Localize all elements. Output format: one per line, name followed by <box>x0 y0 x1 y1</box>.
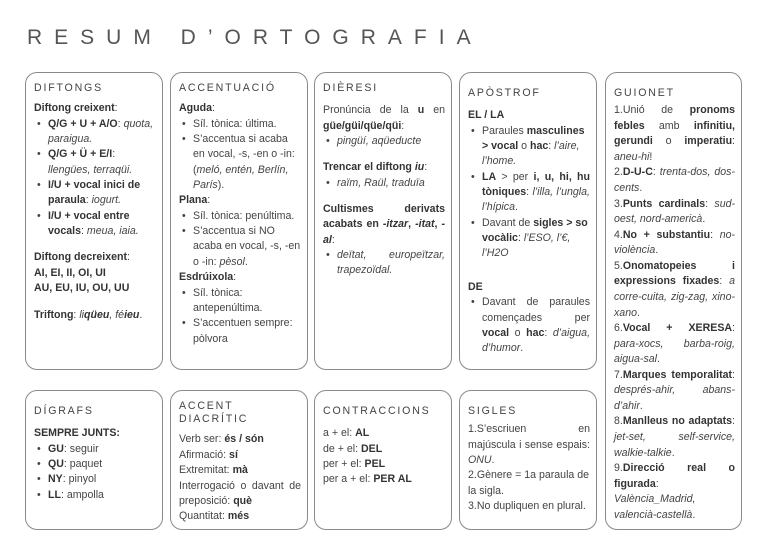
contraccio-row: per + el: PEL <box>323 457 386 470</box>
digrafs-card <box>25 390 163 530</box>
accent-diacritic-heading: ACCENT DIACRÍTIC <box>179 400 249 426</box>
dieresi-heading: DIÈRESI <box>323 82 378 94</box>
list-item: • NY: pinyol <box>48 472 156 487</box>
apostrof-card <box>459 72 597 370</box>
list-item: • Síl. tònica: última. <box>193 117 301 132</box>
list-item: • QU: paquet <box>48 457 156 472</box>
digrafs-list <box>34 442 156 503</box>
accentuacio-heading: ACCENTUACIÓ <box>179 82 276 94</box>
contraccio-row: per a + el: PER AL <box>323 473 412 486</box>
guionet-p6: 6.Vocal + XERESA: para-xocs, barba-roig, aigua-sal. <box>614 322 735 366</box>
esdruixola-list <box>179 286 301 347</box>
list-item: • GU: seguir <box>48 442 156 457</box>
guionet-p1: 1.Unió de pronoms febles amb infinitiu, gerundi o imperatiu: aneu-hi! <box>614 104 735 163</box>
page-title: RESUM D’ORTOGRAFIA <box>27 26 483 49</box>
guionet-p7: 7.Marques temporalitat: després-ahir, abans-d’ahir. <box>614 368 735 412</box>
dieresi-list-1 <box>323 134 445 149</box>
list-item: • Q/G + Ü + E/I: llengües, terraqüi. <box>48 147 156 178</box>
diacritic-row: Extremitat: mà <box>179 464 248 477</box>
list-item: • Síl. tònica: antepenúltima. <box>193 286 301 317</box>
list-item: • I/U + vocal entre vocals: meua, iaia. <box>48 209 156 240</box>
contraccio-row: a + el: AL <box>323 427 370 440</box>
guionet-card <box>605 72 742 530</box>
sigles-p2: 2.Gènere = 1a paraula de la sigla. <box>468 469 590 497</box>
aguda-list <box>179 117 301 194</box>
digrafs-label: SEMPRE JUNTS: <box>34 427 120 440</box>
apostrof-de: DE <box>468 280 483 293</box>
list-item: • raïm, Raül, traduïa <box>337 176 445 191</box>
dieresi-p2: Trencar el diftong iu: <box>323 161 428 174</box>
diacritic-row: Afirmació: sí <box>179 448 238 461</box>
list-item: • LL: ampolla <box>48 488 156 503</box>
dieresi-p3: Cultismes derivats acabats en -itzar, -itat, -al: <box>323 203 445 246</box>
diftong-decreixent-line1: AI, EI, II, OI, UI <box>34 266 106 279</box>
list-item: • Síl. tònica: penúltima. <box>193 209 301 224</box>
aguda-label: Aguda: <box>179 102 215 115</box>
guionet-p4: 4.No + substantiu: no-violència. <box>614 228 735 257</box>
accent-diacritic-card <box>170 390 308 530</box>
list-item: • S’accentua si acaba en vocal, -s, -en o -in: (meló, entén, Berlín, París). <box>193 132 301 193</box>
list-item: • Davant de sigles > so vocàlic: l’ESO, l’€, l’H2O <box>482 216 590 262</box>
contraccions-heading: CONTRACCIONS <box>323 405 431 417</box>
list-item: • LA > per i, u, hi, hu tòniques: l’illa, l’ungla, l’hípica. <box>482 170 590 216</box>
diftongs-heading: DIFTONGS <box>34 82 103 94</box>
guionet-heading: GUIONET <box>614 87 675 99</box>
diftong-creixent-label: Diftong creixent: <box>34 102 118 115</box>
dieresi-p1: Pronúncia de la u en güe/güi/qüe/qüi: <box>323 104 446 132</box>
contraccio-row: de + el: DEL <box>323 442 383 455</box>
diftongs-card <box>25 72 163 370</box>
diacritic-row: Verb ser: és / són <box>179 433 264 446</box>
sigles-card <box>459 390 597 530</box>
list-item: • pingüí, aqüeducte <box>337 134 445 149</box>
guionet-p2: 2.D-U-C: trenta-dos, dos-cents. <box>614 166 735 195</box>
list-item: • S’accentua si NO acaba en vocal, -s, -en o -in: pèsol. <box>193 224 301 270</box>
guionet-p5: 5.Onomatopeies i expressions fixades: a corre-cuita, zig-zag, xino-xano. <box>614 259 735 319</box>
list-item: • deïtat, europeïtzar, trapezoïdal. <box>337 248 445 279</box>
diftong-creixent-list <box>34 117 156 240</box>
dieresi-list-3 <box>323 248 445 279</box>
list-item: • S’accentuen sempre: pòlvora <box>193 316 301 347</box>
list-item: • Davant de paraules començades per vocal o hac: d’aigua, d’humor. <box>482 295 590 356</box>
apostrof-heading: APÒSTROF <box>468 87 541 99</box>
plana-list <box>179 209 301 270</box>
dieresi-card <box>314 72 452 370</box>
guionet-p9: 9.Direcció real o figurada: València_Madrid, valencià-castellà. <box>614 462 735 521</box>
list-item: • I/U + vocal inici de paraula: iogurt. <box>48 178 156 209</box>
triftong: Triftong: liqüeu, féieu. <box>34 308 143 321</box>
diftong-decreixent-label: Diftong decreixent: <box>34 251 130 264</box>
apostrof-el-la: EL / LA <box>468 109 505 122</box>
dieresi-list-2 <box>323 176 445 191</box>
list-item: • Paraules masculines > vocal o hac: l’aire, l’home. <box>482 124 590 170</box>
sigles-p1: 1.S’escriuen en majúscula i sense espais: ONU. <box>468 423 590 466</box>
guionet-p8: 8.Manlleus no adaptats: jet-set, self-service, walkie-talkie. <box>614 415 735 459</box>
diftong-decreixent-line2: AU, EU, IU, OU, UU <box>34 282 130 295</box>
contraccions-card <box>314 390 452 530</box>
esdruixola-label: Esdrúixola: <box>179 271 237 284</box>
apostrof-list-1 <box>468 124 590 262</box>
plana-label: Plana: <box>179 194 211 207</box>
diacritic-row: Interrogació o davant de preposició: què <box>179 479 301 507</box>
guionet-p3: 3.Punts cardinals: sud-oest, nord-americà. <box>614 197 736 226</box>
list-item: • Q/G + U + A/O: quota, paraigua. <box>48 117 156 148</box>
digrafs-heading: DÍGRAFS <box>34 405 94 417</box>
accentuacio-card <box>170 72 308 370</box>
apostrof-list-2 <box>468 295 590 356</box>
diacritic-row: Quantitat: més <box>179 510 250 523</box>
sigles-p3: 3.No dupliquen en plural. <box>468 500 586 513</box>
sigles-heading: SIGLES <box>468 405 518 417</box>
